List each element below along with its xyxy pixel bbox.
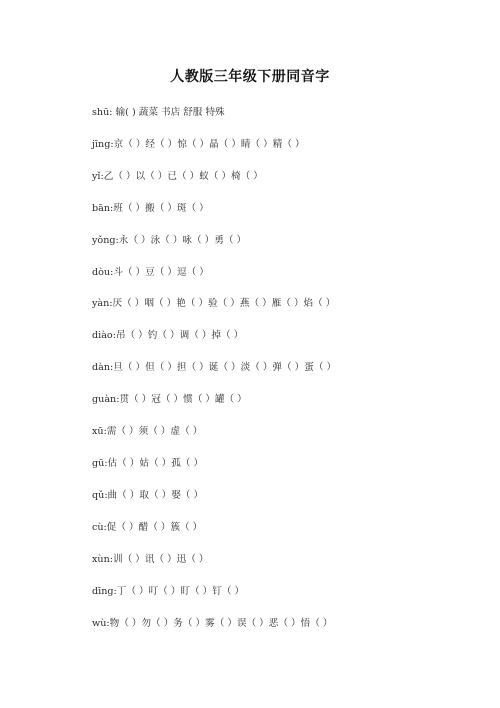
homophone-line-guan: guàn:贯（ ）冠（ ）惯（ ）罐（ ） bbox=[92, 394, 247, 405]
homophone-line-xu: xū:需（ ）须（ ）虚（ ） bbox=[92, 426, 203, 437]
homophone-line-yi: yǐ:乙（ ）以（ ）已（ ）蚁（ ）椅（ ） bbox=[92, 171, 263, 182]
homophone-line-yong: yǒng:永（ ）泳（ ）咏（ ）勇（ ） bbox=[92, 235, 247, 246]
homophone-line-dou: dòu:斗（ ）豆（ ）逗（ ） bbox=[92, 267, 209, 278]
page-title: 人教版三年级下册同音字 bbox=[170, 69, 330, 85]
homophone-line-cu: cù:促（ ）醋（ ）簇（ ） bbox=[92, 522, 203, 533]
homophone-line-yan: yàn:厌（ ）咽（ ）艳（ ）验（ ）燕（ ）雁（ ）焰（ ） bbox=[92, 298, 336, 309]
homophone-line-ban: bān:班（ ）搬（ ）斑（ ） bbox=[92, 203, 209, 214]
homophone-line-ding: dīng:丁（ ）叮（ ）盯（ ）钉（ ） bbox=[92, 586, 245, 597]
homophone-line-gu: gū:估（ ）姑（ ）孤（ ） bbox=[92, 458, 204, 469]
homophone-line-wu: wù:物（ ）勿（ ）务（ ）雾（ ）误（ ）恶（ ）悟（ ） bbox=[92, 618, 333, 629]
homophone-line-dan: dàn:旦（ ）但（ ）担（ ）诞（ ）淡（ ）弹（ ）蛋（ ） bbox=[92, 362, 337, 373]
homophone-line-shu: shū: 输( ) 蔬菜 书店 舒服 特殊 bbox=[92, 107, 225, 118]
homophone-line-jing: jīng:京（ ）经（ ）惊（ ）晶（ ）睛（ ）精（ ） bbox=[92, 139, 305, 150]
homophone-line-xun: xùn:训（ ）讯（ ）迅（ ） bbox=[92, 554, 209, 565]
homophone-line-diao: diào:吊（ ）钓（ ）调（ ）掉（ ） bbox=[92, 330, 244, 341]
homophone-line-qu: qǔ:曲（ ）取（ ）娶（ ） bbox=[92, 490, 204, 501]
